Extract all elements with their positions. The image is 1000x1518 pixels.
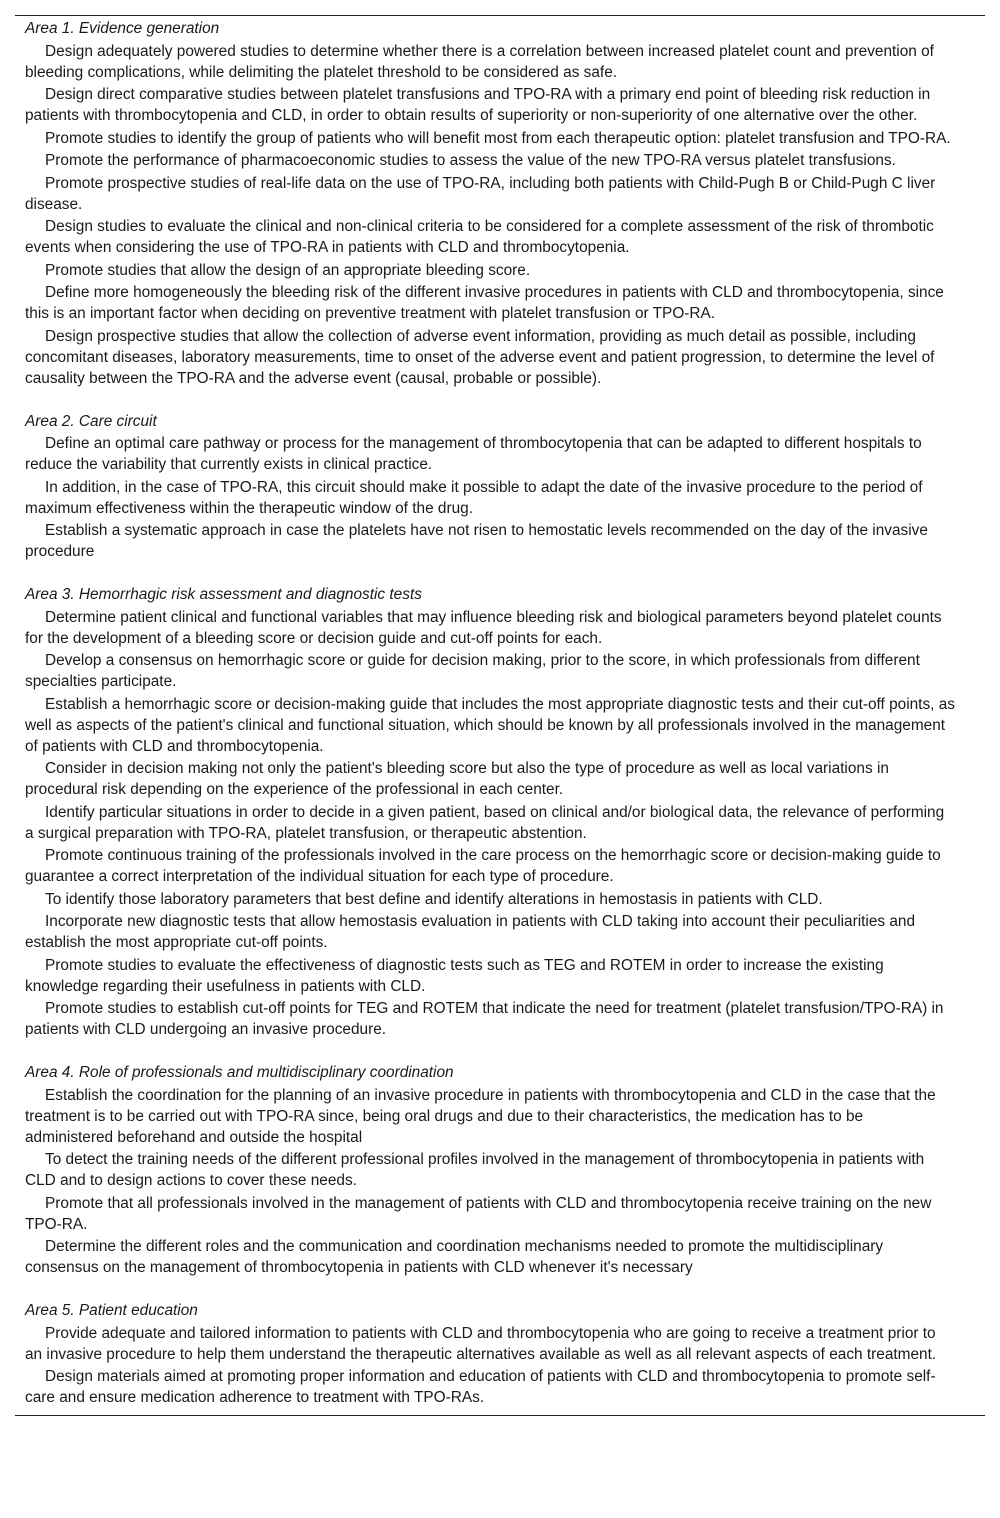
list-item: Develop a consensus on hemorrhagic score or guide for decision making, prior to the score, in which professionals from different specialties participate.	[25, 652, 920, 690]
list-item: Provide adequate and tailored information to patients with CLD and thrombocytopenia who are going to receive a treatment prior to an invasive procedure to help them understand the therapeutic alternatives available as well as all relevant aspects of each treatment.	[25, 1324, 937, 1363]
area-evidence-generation	[15, 18, 985, 389]
list-item: Promote the performance of pharmacoeconomic studies to assess the value of the new TPO-RA versus platelet transfusions.	[45, 152, 896, 169]
list-item: Establish a hemorrhagic score or decision-making guide that includes the most appropriate diagnostic tests and their cut-off points, as well as aspects of the patient's clinical and functional situation, which should be known by all professionals involved in the management of patients with CLD and thrombocytopenia.	[25, 695, 955, 755]
area-title: Area 5. Patient education	[25, 1302, 198, 1319]
list-item: Define more homogeneously the bleeding risk of the different invasive procedures in patients with CLD and thrombocytopenia, since this is an important factor when deciding on preventive treatment with platelet transfusion or TPO-RA.	[25, 284, 944, 322]
list-item: To detect the training needs of the different professional profiles involved in the management of thrombocytopenia in patients with CLD and to design actions to cover these needs.	[25, 1151, 925, 1189]
list-item: Design materials aimed at promoting proper information and education of patients with CLD and thrombocytopenia to promote self-care and ensure medication adherence to treatment with TPO-RAs.	[25, 1368, 936, 1406]
area-hemorrhagic-risk	[15, 584, 985, 1040]
list-item: In addition, in the case of TPO-RA, this circuit should make it possible to adapt the date of the invasive procedure to the period of maximum effectiveness within the therapeutic window of the drug.	[25, 478, 923, 517]
list-item: Design studies to evaluate the clinical and non-clinical criteria to be considered for a complete assessment of the risk of thrombotic events when considering the use of TPO-RA in patients with CLD and thrombocytopenia.	[25, 218, 934, 256]
area-title: Area 2. Care circuit	[25, 412, 157, 430]
list-item: Identify particular situations in order to decide in a given patient, based on clinical and/or biological data, the relevance of performing a surgical preparation with TPO-RA, platelet transfusion, or therapeutic abstention.	[25, 803, 945, 842]
list-item: Determine the different roles and the communication and coordination mechanisms needed to promote the multidisciplinary consensus on the management of thrombocytopenia in patients with CLD whenever it's necessary	[25, 1238, 884, 1276]
list-item: Establish the coordination for the planning of an invasive procedure in patients with thrombocytopenia and CLD in the case that the treatment is to be carried out with TPO-RA since, being oral drugs and due to their characteristics, the medication has to be administered beforehand and outside the hospital	[25, 1086, 936, 1146]
list-item: Promote continuous training of the professionals involved in the care process on the hemorrhagic score or decision-making guide to guarantee a correct interpretation of the individual situation for each type of procedure.	[25, 847, 941, 885]
area-title: Area 1. Evidence generation	[25, 20, 220, 37]
area-care-circuit	[15, 411, 985, 563]
list-item: Design prospective studies that allow the collection of adverse event information, providing as much detail as possible, including concomitant diseases, laboratory measurements, time to onset of the adverse event and patient progression, to determine the level of causality between the TPO-RA and the adverse event (causal, probable or possible).	[25, 327, 935, 387]
list-item: Promote prospective studies of real-life data on the use of TPO-RA, including both patients with Child-Pugh B or Child-Pugh C liver disease.	[25, 174, 936, 213]
list-item: To identify those laboratory parameters that best define and identify alterations in hemostasis in patients with CLD.	[45, 890, 823, 908]
list-item: Promote studies to identify the group of patients who will benefit most from each therapeutic option: platelet transfusion and TPO-RA.	[45, 129, 951, 147]
list-item: Incorporate new diagnostic tests that allow hemostasis evaluation in patients with CLD taking into account their peculiarities and establish the most appropriate cut-off points.	[25, 913, 916, 951]
list-item: Design direct comparative studies between platelet transfusions and TPO-RA with a primary end point of bleeding risk reduction in patients with thrombocytopenia and CLD, in order to obtain results of superiority or non-superiority of one alternative over the other.	[25, 86, 931, 124]
list-item: Establish a systematic approach in case the platelets have not risen to hemostatic levels recommended on the day of the invasive procedure	[25, 522, 928, 560]
list-item: Promote studies that allow the design of an appropriate bleeding score.	[45, 261, 531, 279]
area-title: Area 4. Role of professionals and multidisciplinary coordination	[25, 1064, 454, 1081]
recommendations-table	[15, 15, 985, 1416]
list-item: Consider in decision making not only the patient's bleeding score but also the type of procedure as well as local variations in procedural risk depending on the experience of the professional in each center.	[25, 760, 889, 798]
area-professionals-coordination	[15, 1062, 985, 1278]
list-item: Promote studies to evaluate the effectiveness of diagnostic tests such as TEG and ROTEM in order to increase the existing knowledge regarding their usefulness in patients with CLD.	[25, 956, 884, 995]
list-item: Promote that all professionals involved in the management of patients with CLD and thrombocytopenia receive training on the new TPO-RA.	[25, 1194, 932, 1233]
list-item: Define an optimal care pathway or process for the management of thrombocytopenia that can be adapted to different hospitals to reduce the variability that currently exists in clinical practice.	[25, 435, 922, 473]
area-title: Area 3. Hemorrhagic risk assessment and diagnostic tests	[25, 586, 422, 603]
list-item: Determine patient clinical and functional variables that may influence bleeding risk and biological parameters beyond platelet counts for the development of a bleeding score or decision guide and cut-off points for each.	[25, 608, 942, 647]
list-item: Design adequately powered studies to determine whether there is a correlation between increased platelet count and prevention of bleeding complications, while delimiting the platelet threshold to be considered as safe.	[25, 42, 934, 81]
area-patient-education	[15, 1300, 985, 1408]
list-item: Promote studies to establish cut-off points for TEG and ROTEM that indicate the need for treatment (platelet transfusion/TPO-RA) in patients with CLD undergoing an invasive procedure.	[25, 1000, 944, 1038]
